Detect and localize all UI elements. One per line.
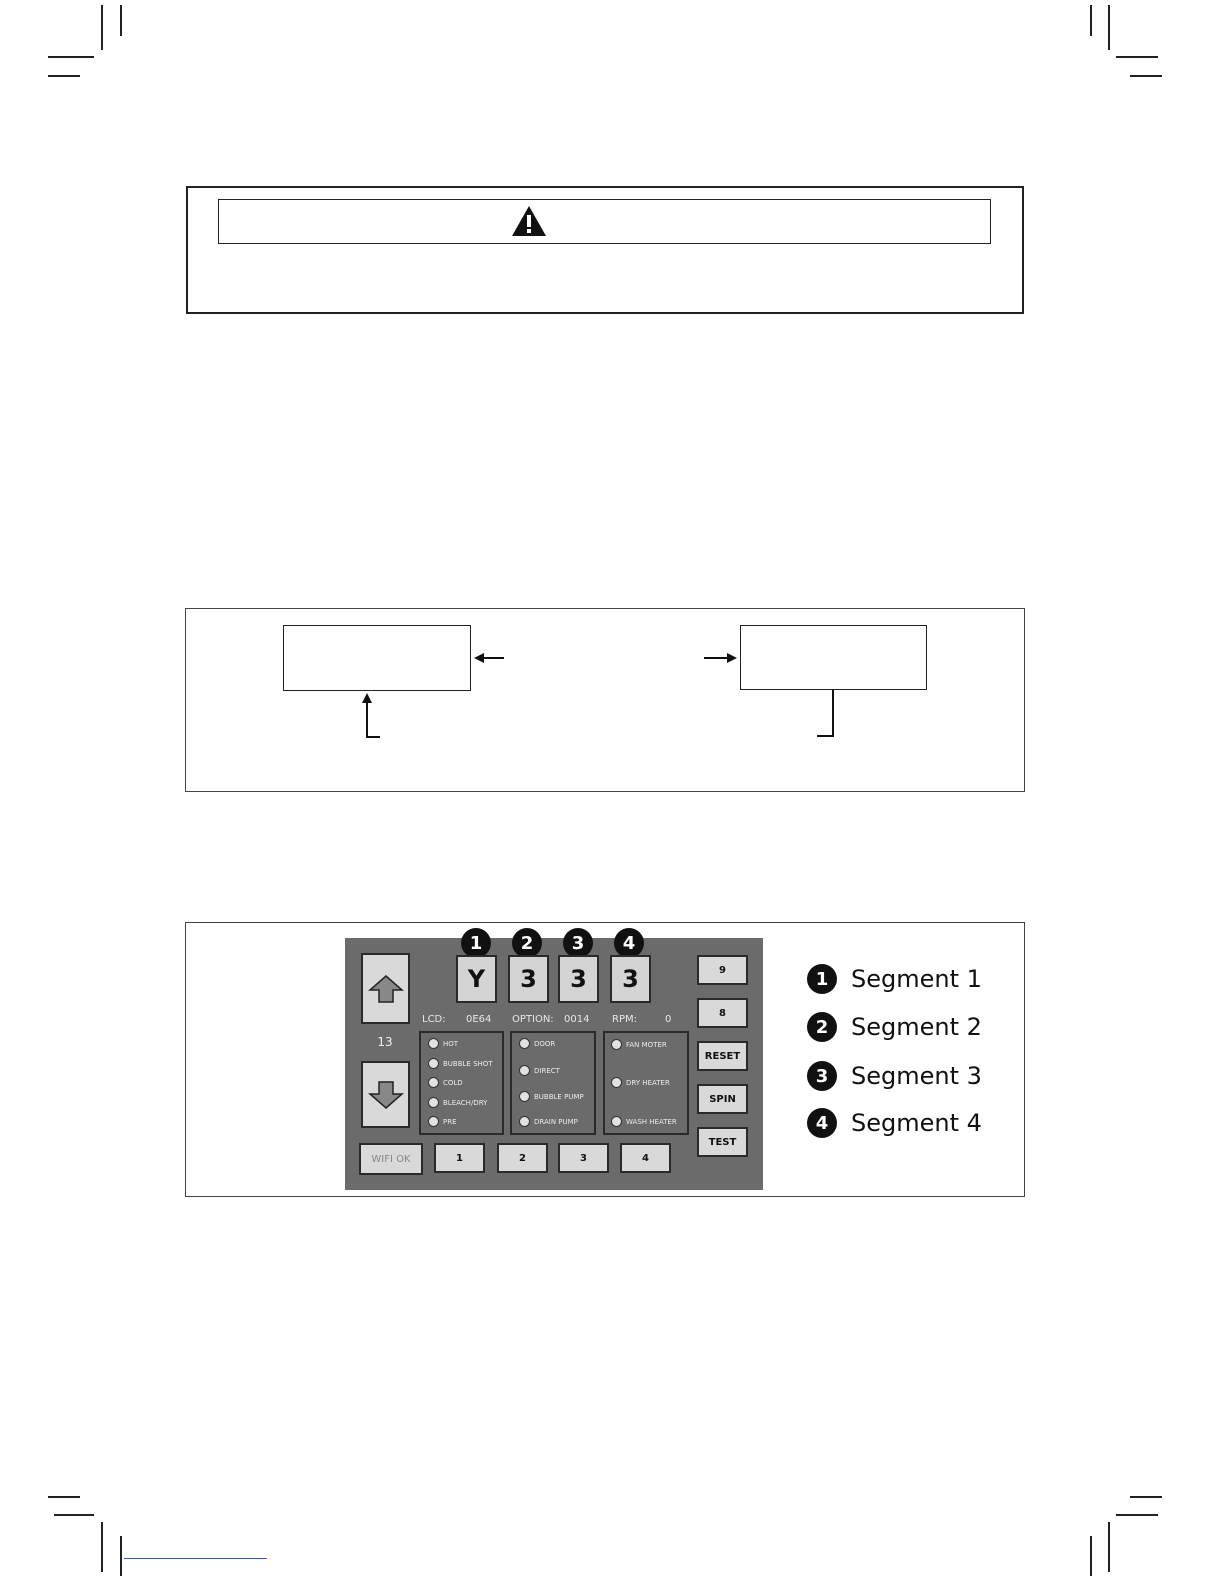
- segment-display-2: 3: [508, 955, 549, 1003]
- led-wash-heater: [611, 1116, 677, 1127]
- led-label: WASH HEATER: [626, 1117, 677, 1126]
- wifi-ok-button[interactable]: WIFI OK: [359, 1143, 423, 1175]
- led-door: [519, 1038, 555, 1049]
- led-bleach-dry: [428, 1097, 487, 1108]
- up-arrow-button[interactable]: [361, 953, 410, 1024]
- segment-display-1: Y: [456, 955, 497, 1003]
- led-label: BLEACH/DRY: [443, 1098, 488, 1107]
- led-fan-moter: [611, 1039, 667, 1050]
- crop-mark: [48, 1496, 80, 1498]
- legend-item: [807, 964, 982, 994]
- button-1[interactable]: 1: [434, 1143, 485, 1173]
- led-direct: [519, 1065, 560, 1076]
- led-label: BUBBLE PUMP: [534, 1092, 584, 1101]
- led-dry-heater: [611, 1077, 670, 1088]
- legend-badge: 2: [807, 1012, 837, 1042]
- led-label: DRAIN PUMP: [534, 1117, 578, 1126]
- crop-mark: [1090, 1536, 1092, 1576]
- rpm-value: 0: [665, 1014, 672, 1025]
- legend-item: [807, 1061, 982, 1091]
- rpm-label: RPM:: [612, 1014, 637, 1025]
- segment-badge-4: 4: [614, 928, 644, 958]
- crop-mark: [101, 1522, 103, 1572]
- crop-mark: [1108, 1522, 1110, 1572]
- button-4[interactable]: 4: [620, 1143, 671, 1173]
- led-hot: [428, 1038, 458, 1049]
- led-label: DOOR: [534, 1039, 556, 1048]
- led-label: HOT: [443, 1039, 459, 1048]
- segment-badge-2: 2: [512, 928, 542, 958]
- led-label: COLD: [443, 1078, 463, 1087]
- segment-badge-3: 3: [563, 928, 593, 958]
- arrow-up-icon: [368, 974, 404, 1004]
- legend-label: Segment 2: [851, 1013, 982, 1041]
- legend-item: [807, 1012, 982, 1042]
- spin-button[interactable]: SPIN: [697, 1084, 748, 1114]
- legend-badge: 3: [807, 1061, 837, 1091]
- option-label: OPTION:: [512, 1014, 554, 1025]
- button-3[interactable]: 3: [558, 1143, 609, 1173]
- test-button[interactable]: TEST: [697, 1127, 748, 1157]
- led-drain-pump: [519, 1116, 578, 1127]
- segment-display-3: 3: [558, 955, 599, 1003]
- legend-item: [807, 1108, 982, 1138]
- crop-mark: [54, 1514, 94, 1516]
- button-9[interactable]: 9: [697, 955, 748, 985]
- segment-display-4: 3: [610, 955, 651, 1003]
- lcd-value: 0E64: [466, 1014, 492, 1025]
- counter-value: 13: [377, 1035, 393, 1049]
- legend-badge: 4: [807, 1108, 837, 1138]
- led-pre: [428, 1116, 457, 1127]
- led-label: DRY HEATER: [626, 1078, 670, 1087]
- led-label: FAN MOTER: [626, 1040, 667, 1049]
- legend-label: Segment 4: [851, 1109, 982, 1137]
- led-label: BUBBLE SHOT: [443, 1059, 493, 1068]
- button-2[interactable]: 2: [497, 1143, 548, 1173]
- crop-mark: [120, 1536, 122, 1576]
- led-bubble-shot: [428, 1058, 493, 1069]
- legend-badge: 1: [807, 964, 837, 994]
- button-8[interactable]: 8: [697, 998, 748, 1028]
- crop-mark: [1116, 1514, 1158, 1516]
- crop-mark: [1130, 1496, 1162, 1498]
- down-arrow-button[interactable]: [361, 1061, 410, 1128]
- option-value: 0014: [564, 1014, 590, 1025]
- arrow-down-icon: [368, 1080, 404, 1110]
- lcd-label: LCD:: [422, 1014, 446, 1025]
- led-label: DIRECT: [534, 1066, 560, 1075]
- led-label: PRE: [443, 1117, 457, 1126]
- led-bubble-pump: [519, 1091, 584, 1102]
- legend-label: Segment 1: [851, 965, 982, 993]
- reset-button[interactable]: RESET: [697, 1041, 748, 1071]
- footer-rule: [124, 1558, 267, 1559]
- segment-badge-1: 1: [461, 928, 491, 958]
- led-cold: [428, 1077, 463, 1088]
- legend-label: Segment 3: [851, 1062, 982, 1090]
